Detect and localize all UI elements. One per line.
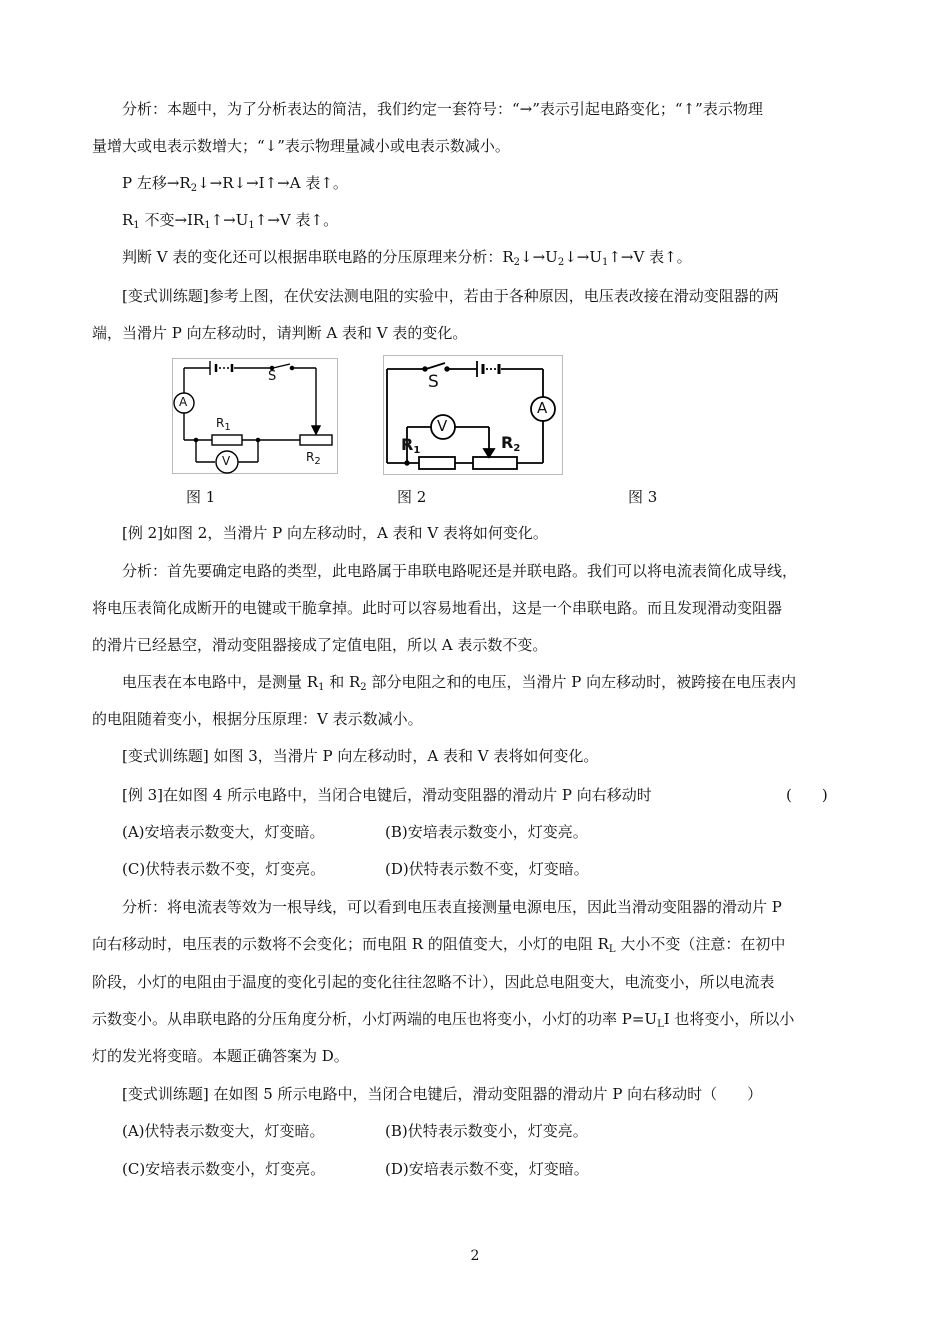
chain-1: P 左移$\to R_2↓\to R↓\to I↑\to A$ 表↑。 <box>122 174 348 194</box>
variant-1-line-1: [变式训练题]参考上图，在伏安法测电阻的实验中，若由于各种原因，电压表改接在滑动变阻器的两 <box>122 287 779 305</box>
example-3-analysis-5: 灯的发光将变暗。本题正确答案为 D。 <box>92 1047 349 1065</box>
chain-3: 判断 V 表的变化还可以根据串联电路的分压原理来分析：$R_2↓\to U_2↓\to U_1↑\to V$ 表↑。 <box>122 248 692 268</box>
page-number: 2 <box>470 1248 480 1264</box>
variant-3-option-c: (C)安培表示数变小，灯变亮。 <box>122 1160 326 1178</box>
example-3-question: [例 3]在如图 4 所示电路中，当闭合电键后，滑动变阻器的滑动片 P 向右移动时 <box>122 786 652 804</box>
example-2-analysis-5: 的电阻随着变小，根据分压原理：V 表示数减小。 <box>92 710 423 728</box>
fig1-r1-label: $R_1$ <box>216 416 231 433</box>
fig2-switch-label: S <box>428 372 439 392</box>
example-3-option-c: (C)伏特表示数不变，灯变亮。 <box>122 860 326 878</box>
example-3-analysis-3: 阶段，小灯的电阻由于温度的变化引起的变化往往忽略不计），因此总电阻变大，电流变小，所以电流表 <box>92 973 775 991</box>
example-2-variant: [变式训练题] 如图 3，当滑片 P 向左移动时，A 表和 V 表将如何变化。 <box>122 747 599 765</box>
fig2-r1-label: $R_1$ <box>401 435 421 456</box>
example-3-answer-bracket: ( ) <box>786 786 828 804</box>
fig2-ammeter-label: A <box>537 399 548 417</box>
example-3-analysis-4: 示数变小。从串联电路的分压角度分析，小灯两端的电压也将变小，小灯的功率 $P=U_LI$ 也将变小，所以小 <box>92 1010 795 1030</box>
example-2-question: [例 2]如图 2，当滑片 P 向左移动时，A 表和 V 表将如何变化。 <box>122 524 548 542</box>
fig1-voltmeter-label: V <box>222 454 231 468</box>
figure-2-caption: 图 2 <box>397 488 427 506</box>
figure-1-circuit <box>172 358 338 474</box>
variant-3-option-a: (A)伏特表示数变大，灯变暗。 <box>122 1122 325 1140</box>
example-2-analysis-2: 将电压表简化成断开的电键或干脆拿掉。此时可以容易地看出，这是一个串联电路。而且发现滑动变阻器 <box>92 599 783 617</box>
example-3-option-a: (A)安培表示数变大，灯变暗。 <box>122 823 325 841</box>
fig2-voltmeter-label: V <box>437 417 448 435</box>
example-3-analysis-1: 分析：将电流表等效为一根导线，可以看到电压表直接测量电源电压，因此当滑动变阻器的滑动片 P <box>122 898 782 916</box>
example-3-option-d: (D)伏特表示数不变，灯变暗。 <box>385 860 589 878</box>
example-3-option-b: (B)安培表示数变小，灯变亮。 <box>385 823 588 841</box>
variant-1-line-2: 端，当滑片 P 向左移动时，请判断 A 表和 V 表的变化。 <box>92 324 468 342</box>
fig1-r2-label: $R_2$ <box>306 450 321 467</box>
chain-2: $R_1$ 不变$\to IR_1↑\to U_1↑\to V$ 表↑。 <box>122 211 339 231</box>
variant-3-option-b: (B)伏特表示数变小，灯变亮。 <box>385 1122 588 1140</box>
variant-3-option-d: (D)安培表示数不变，灯变暗。 <box>385 1160 589 1178</box>
example-2-analysis-3: 的滑片已经悬空，滑动变阻器接成了定值电阻，所以 A 表示数不变。 <box>92 636 548 654</box>
analysis-line-1: 分析：本题中，为了分析表达的简洁，我们约定一套符号：“→”表示引起电路变化；“↑”表示物理 <box>122 100 763 118</box>
variant-3-question: [变式训练题] 在如图 5 所示电路中，当闭合电键后，滑动变阻器的滑动片 P 向右移动时（ ） <box>122 1085 763 1103</box>
figure-2-circuit <box>383 355 563 475</box>
example-3-analysis-2: 向右移动时，电压表的示数将不会变化；而电阻 R 的阻值变大，小灯的电阻 $R_L$ 大小不变（注意：在初中 <box>92 935 786 955</box>
analysis-line-2: 量增大或电表示数增大；“↓”表示物理量减小或电表示数减小。 <box>92 137 510 155</box>
fig1-switch-label: S <box>268 369 277 384</box>
figure-3-caption: 图 3 <box>628 488 658 506</box>
example-2-analysis-1: 分析：首先要确定电路的类型，此电路属于串联电路呢还是并联电路。我们可以将电流表简化成导线， <box>122 562 798 580</box>
fig2-r2-label: $R_2$ <box>501 433 521 454</box>
example-2-analysis-4: 电压表在本电路中，是测量 $R_1$ 和 $R_2$ 部分电阻之和的电压，当滑片 P 向左移动时，被跨接在电压表内 <box>122 673 797 693</box>
figure-1-caption: 图 1 <box>186 488 216 506</box>
fig1-ammeter-label: A <box>179 395 188 409</box>
